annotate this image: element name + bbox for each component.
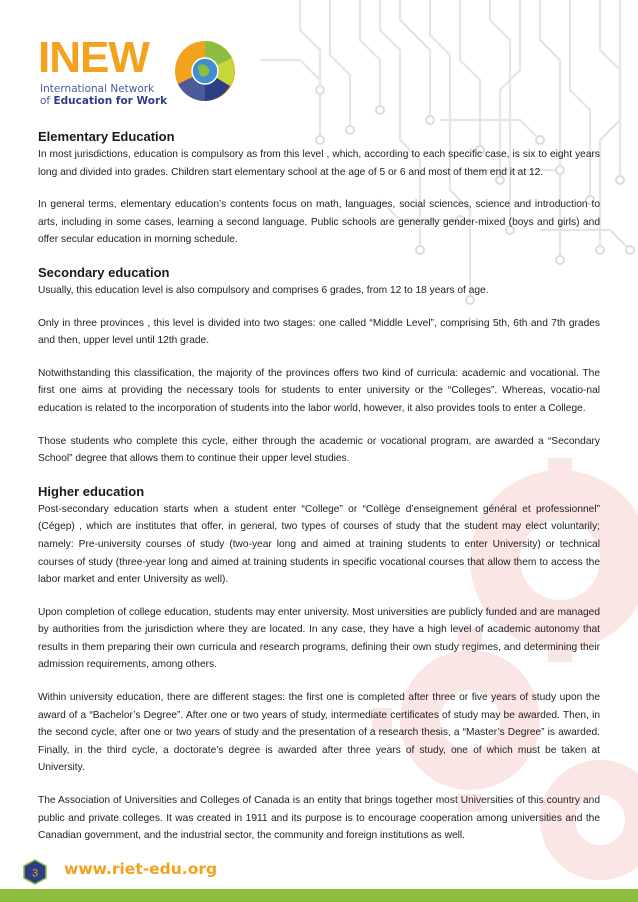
page-number-badge bbox=[22, 859, 48, 885]
paragraph: Only in three provinces , this level is divided into two stages: one called “Middle Level”, comprising 5th, 6th and 7th grades and then, upper level until 12th grade. bbox=[38, 317, 600, 347]
document-body bbox=[38, 128, 600, 860]
page-number: 3 bbox=[31, 867, 39, 880]
globe-icon bbox=[174, 40, 236, 102]
paragraph: Notwithstanding this classification, the majority of the provinces offers two kind of curricula: academic and vocational. The first one aims at providing the necessary tools for students to enter university or the “Colleges”. Whereas, vocatio-nal education is related to the incorporation of students into the labor world, however, it also provides tools to enter a College. bbox=[38, 367, 600, 414]
logo-line2-bold: Education for Work bbox=[53, 95, 168, 107]
paragraph: In general terms, elementary education’s contents focus on math, languages, social sciences, science and introduction to arts, including in some cases, learning a second language. Public schools are generally gender-mixed (boys and girls) and offer secular education in morning schedule. bbox=[38, 199, 600, 246]
logo-brand: INEW bbox=[38, 33, 149, 82]
paragraph: Within university education, there are different stages: the first one is completed after three or five years of study upon the award of a “Bachelor’s Degree”. After one or two years of study, intermediate certificates of study may be awarded. Then, in the second cycle, after one or two years of study and the presentation of a research thesis, a “Master’s Degree” is awarded. Finally, in the third cycle, a doctorate’s degree is awarded after three years of study, one of which must be taken at University. bbox=[38, 692, 600, 774]
inew-logo bbox=[38, 33, 248, 110]
logo-line1: International Network bbox=[40, 83, 155, 95]
heading-higher: Higher education bbox=[38, 483, 145, 499]
heading-elementary: Elementary Education bbox=[38, 129, 175, 144]
paragraph: The Association of Universities and Colleges of Canada is an entity that brings together most Universities of this country and public and private colleges. It was created in 1911 and its purpose is to encourage cooperation among universities and the Canadian government, and the industrial sector, the community and foreign institutions as well. bbox=[38, 795, 600, 842]
footer-bar bbox=[0, 889, 638, 902]
heading-secondary: Secondary education bbox=[38, 264, 170, 280]
logo-line2-prefix: of bbox=[40, 95, 54, 107]
paragraph: Those students who complete this cycle, either through the academic or vocational program, are awarded a “Secondary School” degree that allows them to continue their upper level studies. bbox=[38, 435, 600, 465]
paragraph: Upon completion of college education, students may enter university. Most universities are publicly funded and are managed by authorities from the jurisdiction where they are located. In any case, they have a high level of academic autonomy that results in them preparing their own curricula and research programs, defining their own study regimes, and determining their admission requirements, among others. bbox=[38, 606, 600, 671]
paragraph: Usually, this education level is also compulsory and comprises 6 grades, from 12 to 18 years of age. bbox=[38, 284, 489, 296]
footer-website-link[interactable]: www.riet-edu.org bbox=[64, 860, 218, 878]
paragraph: In most jurisdictions, education is compulsory as from this level , which, according to each specific case, is six to eight years long and divided into grades. Children start elementary school at the age of 5 or 6 and most of them end it at 12. bbox=[38, 149, 600, 178]
paragraph: Post-secondary education starts when a student enter “College” or “Collège d’enseignement général et professionnel” (Cégep) , which are institutes that offer, in general, two types of courses of study that the student may elect voluntarily; namely: Pre-university courses of study (two-year long and aimed at training students to enter University) or technical courses of study (three-year long and aimed at training students in specific vocational courses that allow them to access the labor market and enter University as well). bbox=[38, 503, 600, 586]
logo-line2 bbox=[40, 95, 167, 107]
